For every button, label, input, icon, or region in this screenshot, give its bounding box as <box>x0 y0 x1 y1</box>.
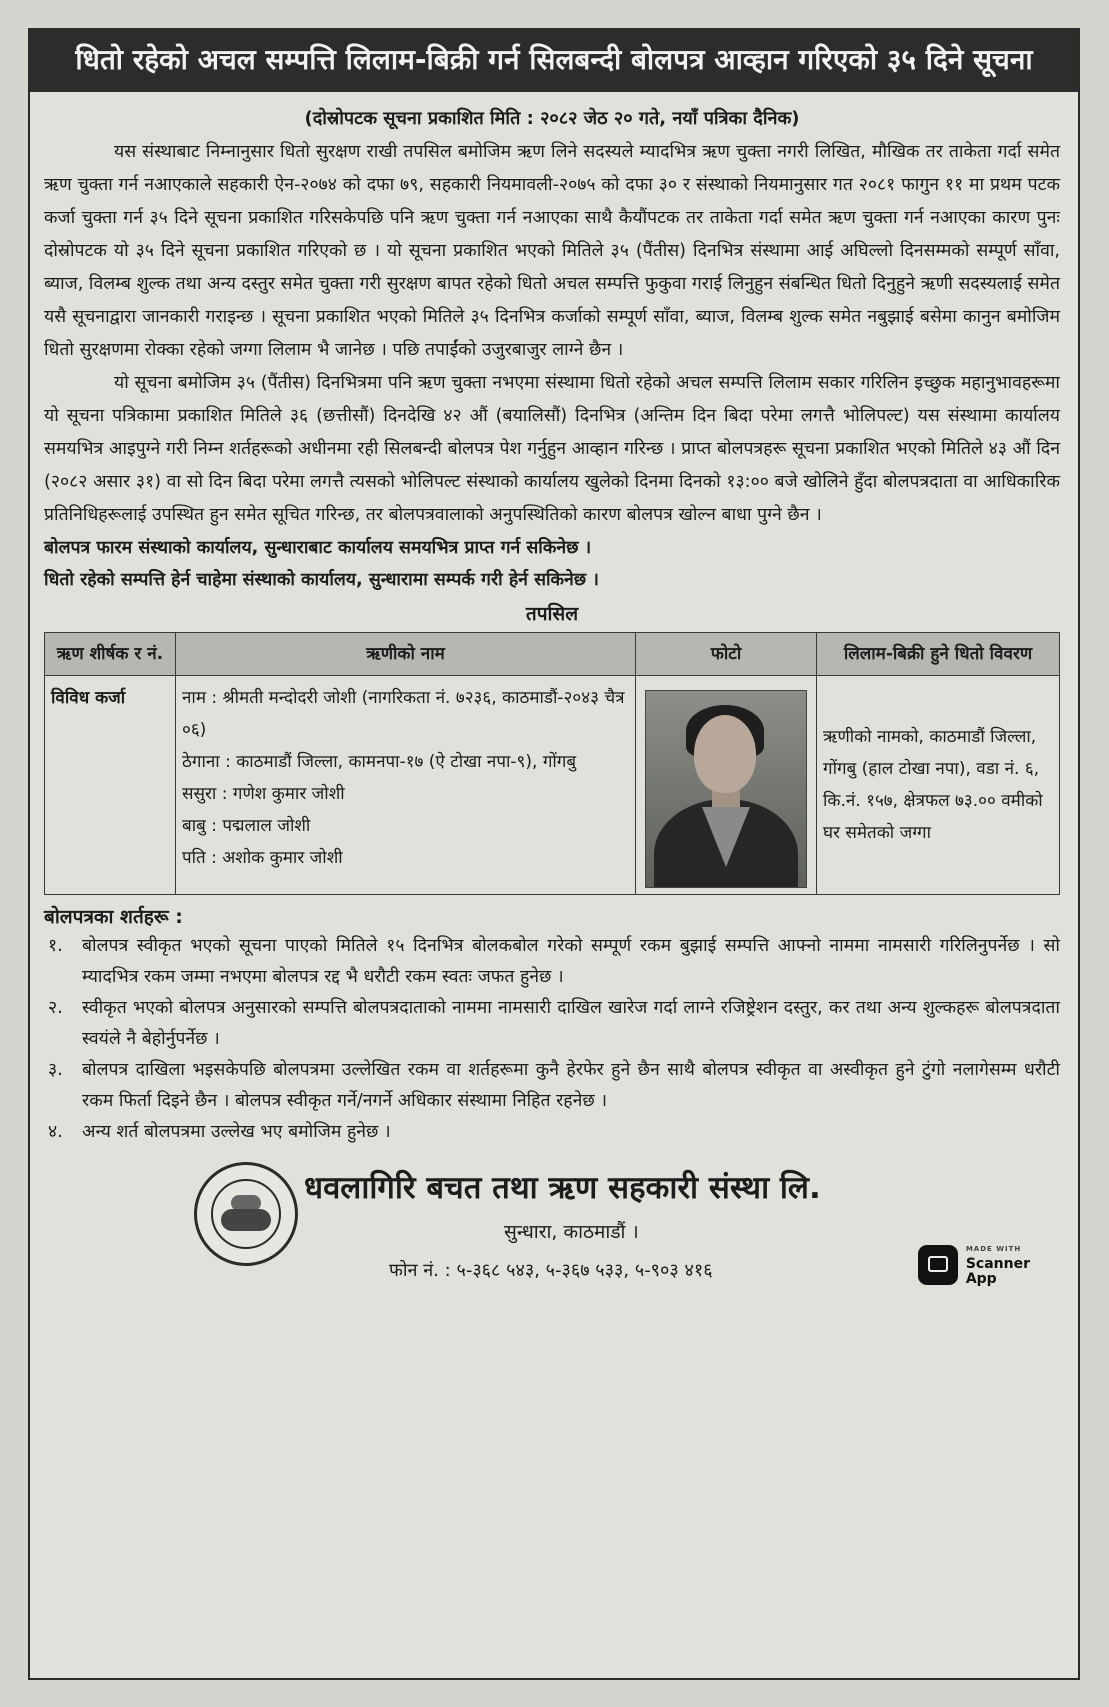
term-number: ४. <box>48 1122 63 1142</box>
organization-footer <box>44 1158 1060 1308</box>
term-text: अन्य शर्त बोलपत्रमा उल्लेख भए बमोजिम हुनेछ । <box>82 1122 391 1142</box>
organization-phone: फोन नं. : ५-३६८ ५४३, ५-३६७ ५३३, ५-९०३ ४१६ <box>389 1260 713 1281</box>
schedule-table <box>44 632 1060 895</box>
header-loan-title: ऋण शीर्षक र नं. <box>45 633 176 676</box>
scanner-app-icon <box>918 1245 958 1285</box>
terms-list <box>44 931 1060 1148</box>
schedule-header-row <box>45 633 1060 676</box>
borrower-name-line: नाम : श्रीमती मन्दोदरी जोशी (नागरिकता नं. ७२३६, काठमाडौं-२०४३ चैत्र ०६) <box>182 688 625 740</box>
scanner-app-label <box>966 1242 1030 1287</box>
header-photo: फोटो <box>636 633 817 676</box>
term-number: २. <box>48 998 63 1018</box>
collateral-cell: ऋणीको नामको, काठमाडौं जिल्ला, गोंगबु (हाल टोखा नपा), वडा नं. ६, कि.नं. १५७, क्षेत्रफल ७३.०० वमीको घर समेतको जग्गा <box>817 676 1060 895</box>
borrower-address-line: ठेगाना : काठमाडौं जिल्ला, कामनपा-१७ (ऐ टोखा नपा-९), गोंगबु <box>182 752 577 772</box>
list-item <box>44 1117 1060 1148</box>
table-row <box>45 676 1060 895</box>
term-text: बोलपत्र स्वीकृत भएको सूचना पाएको मितिले १५ दिनभित्र बोलकबोल गरेको सम्पूर्ण रकम बुझाई सम्पत्ति आफ्नो नाममा नामसारी गरिलिनुपर्नेछ । सो म्यादभित्र रकम जम्मा नभएमा बोलपत्र रद्द भै धरौटी रकम स्वतः जफत हुनेछ । <box>82 936 1060 987</box>
terms-title: बोलपत्रका शर्तहरू : <box>44 906 183 928</box>
list-item <box>44 993 1060 1055</box>
organization-address: सुन्धारा, काठमाडौं । <box>504 1221 639 1243</box>
borrower-details-cell <box>176 676 636 895</box>
property-viewing-info: धितो रहेको सम्पत्ति हेर्न चाहेमा संस्थाको कार्यालय, सुन्धारामा सम्पर्क गरी हेर्न सकिनेछ । <box>44 570 599 590</box>
scanner-text: Scanner <box>965 1256 1030 1272</box>
borrower-photo <box>645 690 807 888</box>
term-number: ३. <box>48 1060 63 1080</box>
list-item <box>44 931 1060 993</box>
term-text: स्वीकृत भएको बोलपत्र अनुसारको सम्पत्ति बोलपत्रदाताको नाममा नामसारी दाखिल खारेज गर्दा लाग्ने रजिष्ट्रेशन दस्तुर, कर तथा अन्य शुल्कहरू बोलपत्रदाता स्वयंले नै बेहोर्नुपर्नेछ । <box>82 998 1060 1049</box>
notice-content <box>30 92 1078 1308</box>
organization-name: धवलागिरि बचत तथा ऋण सहकारी संस्था लि. <box>304 1170 821 1206</box>
borrower-father-in-law-line: ससुरा : गणेश कुमार जोशी <box>182 784 345 804</box>
term-text: बोलपत्र दाखिला भइसकेपछि बोलपत्रमा उल्लेखित रकम वा शर्तहरूमा कुनै हेरफेर हुने छैन साथै बोलपत्र स्वीकृत वा अस्वीकृत हुने टुंगो नलागेसम्म धरौटी रकम फिर्ता दिइने छैन । बोलपत्र स्वीकृत गर्ने/नगर्ने अधिकार संस्थामा निहित रहनेछ । <box>82 1060 1060 1111</box>
app-text: App <box>965 1271 997 1287</box>
notice-paragraph-1: यस संस्थाबाट निम्नानुसार धितो सुरक्षण राखी तपसिल बमोजिम ऋण लिने सदस्यले म्यादभित्र ऋण चुक्ता नगरी लिखित, मौखिक तर ताकेता गर्दा समेत ऋण चुक्ता गर्न नआएकाले सहकारी ऐन-२०७४ को दफा ७९, सहकारी नियमावली-२०७५ को दफा ३० र संस्थाको नियमानुसार गत २०८१ फागुन ११ मा प्रथम पटक कर्जा चुक्ता गर्न ३५ दिने सूचना प्रकाशित गरिसकेपछि पनि ऋण चुक्ता गर्न नआएका साथै कैयौंपटक तर ताकेता गर्दा समेत ऋण चुक्ता गर्न नआएका कारण पुनः दोस्रोपटक यो ३५ दिने सूचना प्रकाशित गरिएको छ । यो सूचना प्रकाशित भएको मितिले ३५ (पैंतीस) दिनभित्र संस्थामा आई अघिल्लो दिनसम्मको सम्पूर्ण साँवा, ब्याज, विलम्ब शुल्क तथा अन्य दस्तुर समेत चुक्ता गरी सुरक्षण बापत रहेको धितो अचल सम्पत्ति फुकुवा गराई लिनुहुन संबन्धित धितो दिनुहुने ऋणी सदस्यलाई समेत यसै सूचनाद्वारा जानकारी गराइन्छ । सूचना प्रकाशित भएको मितिले ३५ दिनभित्र कर्जाको सम्पूर्ण साँवा, ब्याज, विलम्ब शुल्क समेत नबुझाई बसेमा कानुन बमोजिम धितो सुरक्षणमा रोक्का रहेको जग्गा लिलाम भै जानेछ । पछि तपाईंको उजुरबाजुर लाग्ने छैन । <box>44 142 1061 360</box>
notice-headline: धितो रहेको अचल सम्पत्ति लिलाम-बिक्री गर्न सिलबन्दी बोलपत्र आव्हान गरिएको ३५ दिने सूचना <box>30 30 1078 92</box>
photo-cell <box>636 676 817 895</box>
header-collateral: लिलाम-बिक्री हुने धितो विवरण <box>817 633 1060 676</box>
made-with-text: MADE WITH <box>965 1245 1022 1253</box>
bid-form-availability: बोलपत्र फारम संस्थाको कार्यालय, सुन्धाराबाट कार्यालय समयभित्र प्राप्त गर्न सकिनेछ । <box>44 538 592 558</box>
borrower-husband-line: पति : अशोक कुमार जोशी <box>182 848 343 868</box>
borrower-father-line: बाबु : पद्मलाल जोशी <box>182 816 311 836</box>
notice-page <box>28 28 1080 1680</box>
scanner-app-watermark <box>918 1242 1030 1287</box>
list-item <box>44 1055 1060 1117</box>
schedule-title: तपसिल <box>525 603 579 625</box>
term-number: १. <box>48 936 63 956</box>
publication-date-line: (दोस्रोपटक सूचना प्रकाशित मिति : २०८२ जेठ २० गते, नयाँ पत्रिका दैनिक) <box>304 108 800 129</box>
loan-title-cell: विविध कर्जा <box>45 676 176 895</box>
cooperative-logo-icon <box>194 1162 298 1266</box>
notice-paragraph-2: यो सूचना बमोजिम ३५ (पैंतीस) दिनभित्रमा पनि ऋण चुक्ता नभएमा संस्थामा धितो रहेको अचल सम्पत्ति लिलाम सकार गरिलिन इच्छुक महानुभावहरूमा यो सूचना पत्रिकामा प्रकाशित मितिले ३६ (छत्तीसौं) दिनदेखि ४२ औं (बयालिसौं) दिनभित्र (अन्तिम दिन बिदा परेमा लगत्तै भोलिपल्ट) यस संस्थामा कार्यालय समयभित्र आइपुग्ने गरी निम्न शर्तहरूको अधीनमा रही सिलबन्दी बोलपत्र पेश गर्नुहुन आव्हान गरिन्छ । प्राप्त बोलपत्रहरू सूचना प्रकाशित भएको मितिले ४३ औं दिन (२०८२ असार ३१) वा सो दिन बिदा परेमा लगत्तै त्यसको भोलिपल्ट संस्थाको कार्यालय खुलेको दिनमा दिनको १३:०० बजे खोलिने हुँदा बोलपत्रदाता वा आधिकारिक प्रतिनिधिहरूलाई उपस्थित हुन समेत सूचित गरिन्छ, तर बोलपत्रवालाको अनुपस्थितिको कारण बोलपत्र खोल्न बाधा पुग्ने छैन । <box>44 373 1060 525</box>
header-borrower-name: ऋणीको नाम <box>176 633 636 676</box>
